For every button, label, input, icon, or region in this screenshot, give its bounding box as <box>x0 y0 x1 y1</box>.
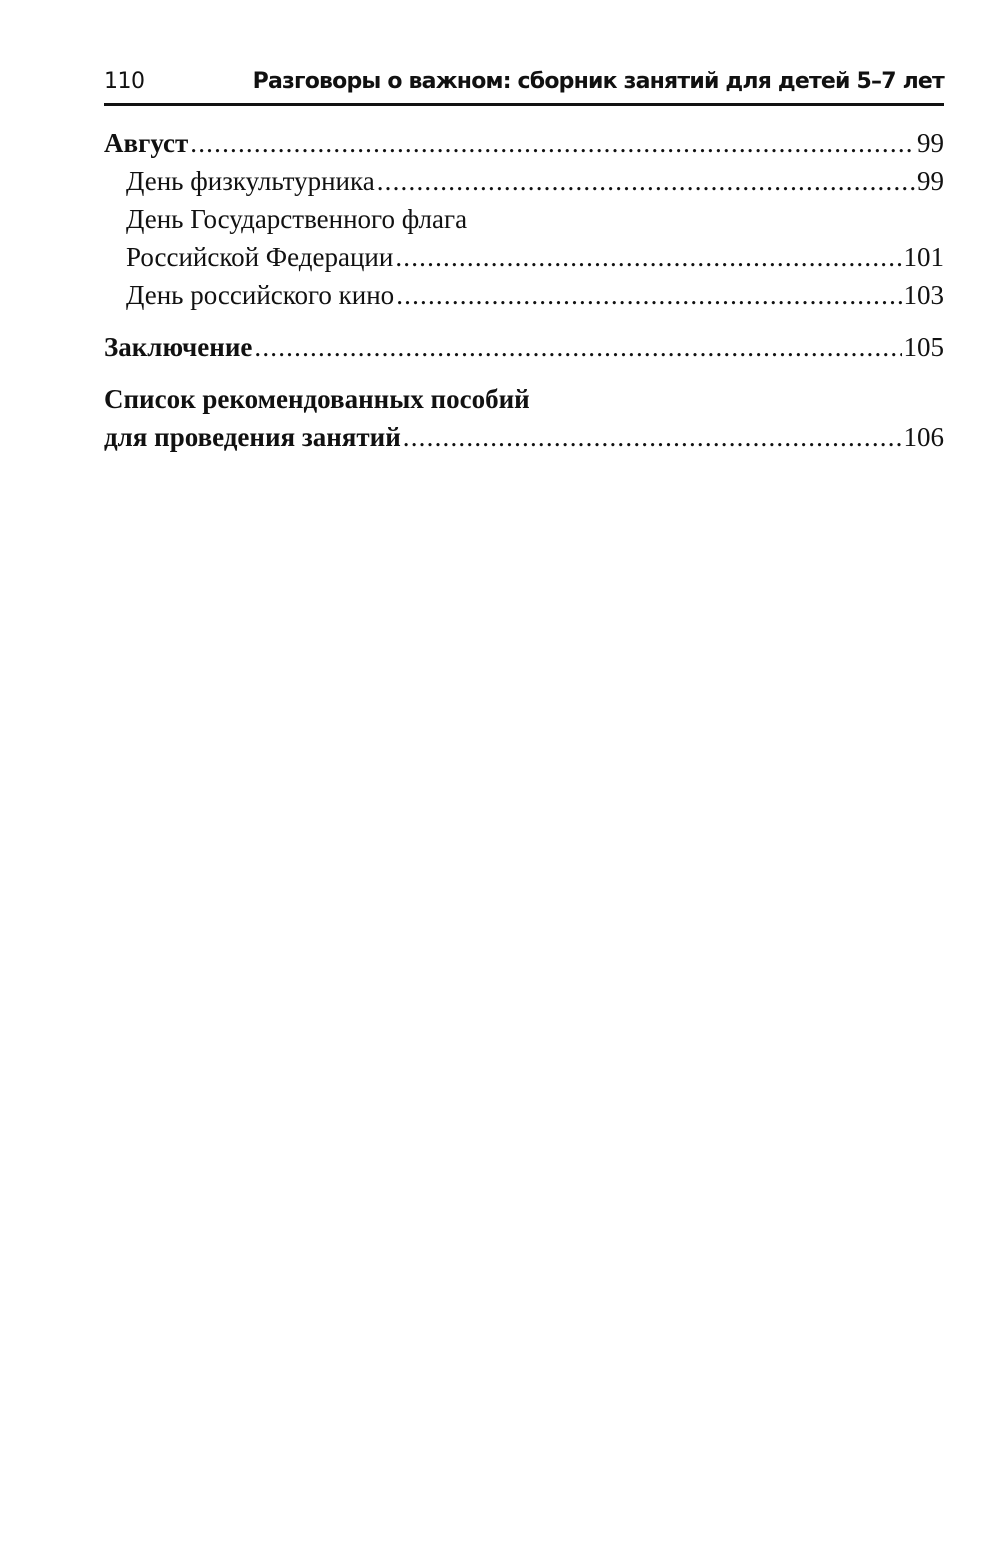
dot-leader <box>377 162 915 200</box>
toc-entry-conclusion <box>104 328 944 366</box>
toc-entry-flag-day <box>104 238 944 276</box>
toc-entry-label: День физкультурника <box>126 166 375 196</box>
toc-entry-page: 106 <box>903 422 944 452</box>
dot-leader <box>190 124 915 162</box>
toc-entry-recommended <box>104 418 944 456</box>
toc-entry-page: 99 <box>917 166 944 196</box>
toc-entry-page: 105 <box>903 332 944 362</box>
toc-entry-page: 101 <box>903 242 944 272</box>
toc-entry-page: 99 <box>917 128 944 158</box>
toc-entry-sport-day <box>104 162 944 200</box>
toc-entry-label: для проведения занятий <box>104 422 401 452</box>
toc-entry-page: 103 <box>903 280 944 310</box>
toc-entry-recommended-line1: Список рекомендованных пособий <box>104 384 530 414</box>
dot-leader <box>395 238 901 276</box>
running-head <box>104 62 944 102</box>
toc-entry-august <box>104 124 944 162</box>
toc-entry-label: День российского кино <box>126 280 395 310</box>
toc-entry-cinema-day <box>104 276 944 314</box>
toc-entry-label: Август <box>104 128 189 158</box>
header-rule <box>104 103 944 106</box>
book-title: Разговоры о важном: сборник занятий для детей 5–7 лет <box>252 69 944 94</box>
toc-entry-flag-day-line1: День Государственного флага <box>126 204 468 234</box>
toc-entry-label: Российской Федерации <box>126 242 394 272</box>
dot-leader <box>254 328 901 366</box>
page-number: 110 <box>104 69 145 94</box>
table-of-contents <box>104 124 944 456</box>
dot-leader <box>396 276 901 314</box>
toc-entry-label: Заключение <box>104 332 253 362</box>
dot-leader <box>403 418 902 456</box>
